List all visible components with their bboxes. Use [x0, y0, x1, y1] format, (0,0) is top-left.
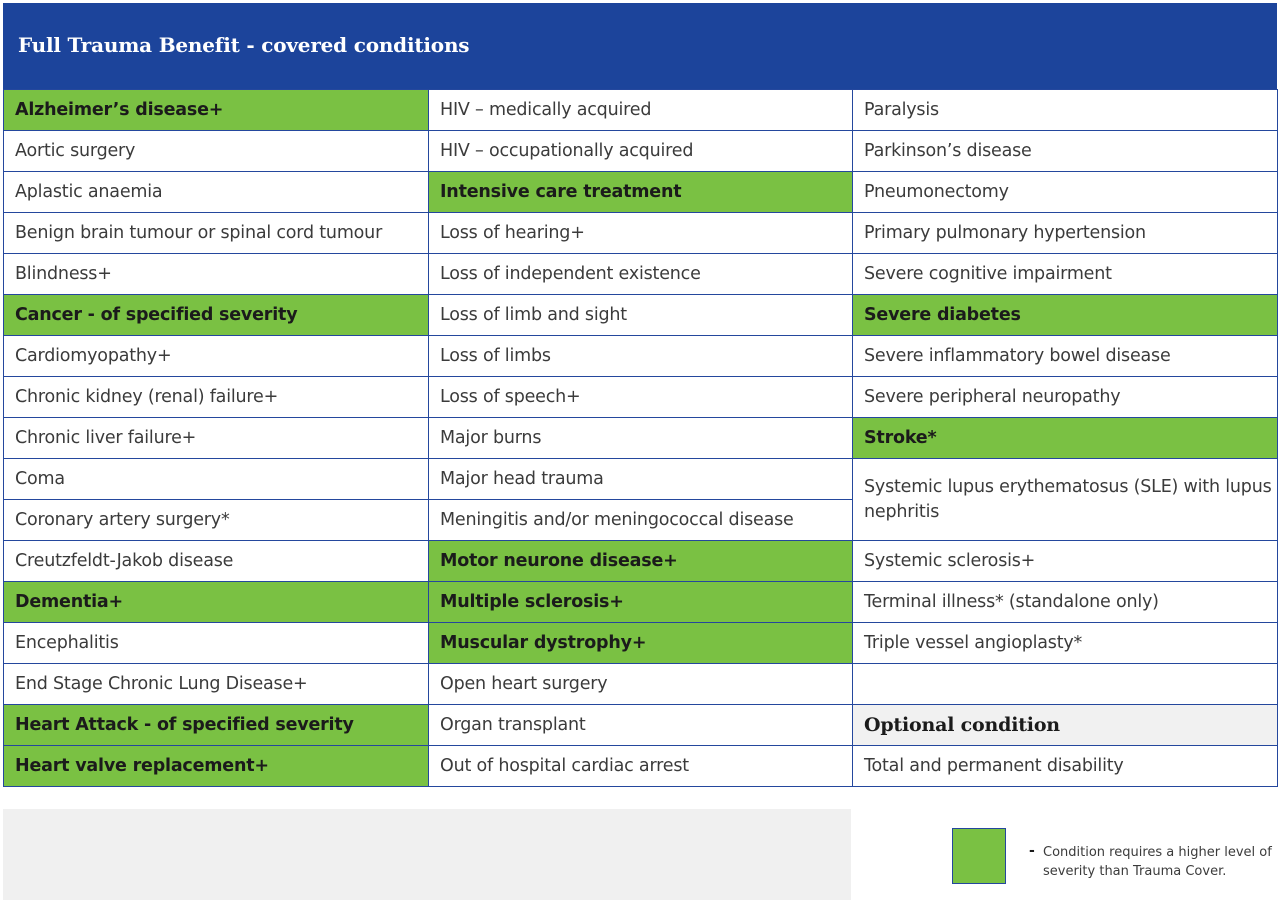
empty-cell [853, 664, 1278, 705]
table-row [4, 418, 1278, 459]
table-cell: HIV – medically acquired [429, 90, 853, 131]
table-cell: HIV – occupationally acquired [429, 131, 853, 172]
table-cell: Benign brain tumour or spinal cord tumour [4, 213, 429, 254]
legend-dash: - [1029, 843, 1035, 859]
table-cell: Aortic surgery [4, 131, 429, 172]
table-row [4, 459, 1278, 500]
table-cell: Triple vessel angioplasty* [853, 623, 1278, 664]
table-cell: Severe diabetes [853, 295, 1278, 336]
legend-text: Condition requires a higher level of severity than Trauma Cover. [1043, 845, 1272, 879]
table-row [4, 377, 1278, 418]
table-cell: Coma [4, 459, 429, 500]
table-row [4, 623, 1278, 664]
table-cell: Systemic lupus erythematosus (SLE) with lupus nephritis [853, 459, 1278, 541]
table-cell: Blindness+ [4, 254, 429, 295]
table-cell: Stroke* [853, 418, 1278, 459]
footer-panel [3, 809, 851, 900]
page-header [3, 3, 1277, 89]
table-cell: Intensive care treatment [429, 172, 853, 213]
optional-condition-heading: Optional condition [853, 705, 1278, 746]
table-cell: Creutzfeldt-Jakob disease [4, 541, 429, 582]
table-cell: Severe cognitive impairment [853, 254, 1278, 295]
table-cell: Major head trauma [429, 459, 853, 500]
table-row [4, 541, 1278, 582]
table-row [4, 295, 1278, 336]
table-row [4, 582, 1278, 623]
table-cell: Heart valve replacement+ [4, 746, 429, 787]
table-cell: Open heart surgery [429, 664, 853, 705]
table-cell: Chronic liver failure+ [4, 418, 429, 459]
table-cell: Multiple sclerosis+ [429, 582, 853, 623]
table-cell: Severe peripheral neuropathy [853, 377, 1278, 418]
table-cell: Aplastic anaemia [4, 172, 429, 213]
table-cell: Organ transplant [429, 705, 853, 746]
legend-swatch [952, 828, 1006, 884]
table-cell: Loss of hearing+ [429, 213, 853, 254]
table-row [4, 90, 1278, 131]
table-cell: Terminal illness* (standalone only) [853, 582, 1278, 623]
table-cell: Alzheimer’s disease+ [4, 90, 429, 131]
conditions-table [3, 89, 1278, 787]
table-row [4, 746, 1278, 787]
table-cell: Out of hospital cardiac arrest [429, 746, 853, 787]
table-cell: Parkinson’s disease [853, 131, 1278, 172]
table-cell: Loss of limb and sight [429, 295, 853, 336]
table-cell: Muscular dystrophy+ [429, 623, 853, 664]
table-cell: Heart Attack - of specified severity [4, 705, 429, 746]
table-row [4, 213, 1278, 254]
table-cell: Systemic sclerosis+ [853, 541, 1278, 582]
table-cell: Cancer - of specified severity [4, 295, 429, 336]
table-cell: Motor neurone disease+ [429, 541, 853, 582]
table-cell: Total and permanent disability [853, 746, 1278, 787]
table-row [4, 254, 1278, 295]
table-cell: End Stage Chronic Lung Disease+ [4, 664, 429, 705]
table-row [4, 664, 1278, 705]
table-cell: Major burns [429, 418, 853, 459]
table-cell: Chronic kidney (renal) failure+ [4, 377, 429, 418]
page-title: Full Trauma Benefit - covered conditions [18, 33, 470, 57]
table-row [4, 336, 1278, 377]
table-cell: Loss of independent existence [429, 254, 853, 295]
table-cell: Dementia+ [4, 582, 429, 623]
table-row [4, 131, 1278, 172]
table-cell: Severe inflammatory bowel disease [853, 336, 1278, 377]
table-cell: Pneumonectomy [853, 172, 1278, 213]
table-cell: Loss of speech+ [429, 377, 853, 418]
table-cell: Coronary artery surgery* [4, 500, 429, 541]
table-cell: Loss of limbs [429, 336, 853, 377]
table-row [4, 705, 1278, 746]
table-cell: Cardiomyopathy+ [4, 336, 429, 377]
table-cell: Paralysis [853, 90, 1278, 131]
table-cell: Primary pulmonary hypertension [853, 213, 1278, 254]
table-cell: Encephalitis [4, 623, 429, 664]
table-cell: Meningitis and/or meningococcal disease [429, 500, 853, 541]
table-row [4, 172, 1278, 213]
